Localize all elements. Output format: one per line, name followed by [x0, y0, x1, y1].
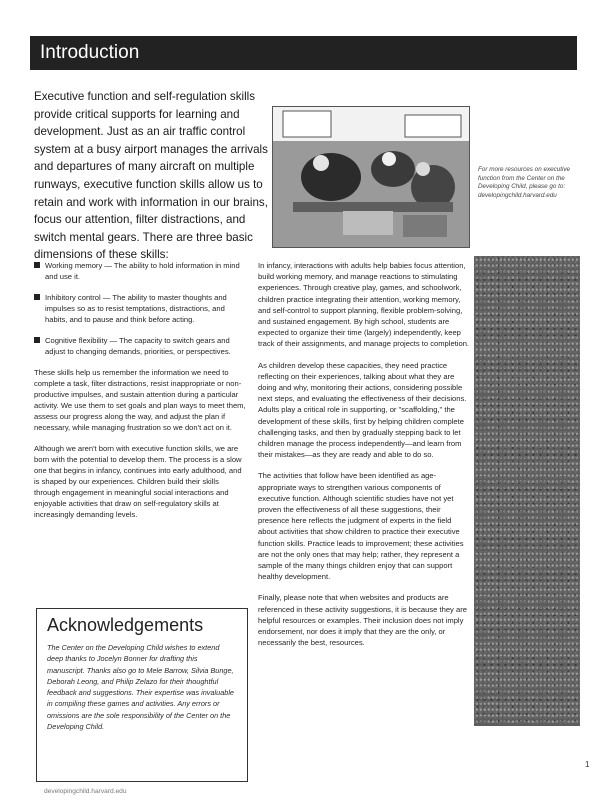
resources-note: For more resources on executive function from the Center on the Developing Child, please go to: developingchild.harvard.edu — [478, 166, 571, 199]
footer-url: developingchild.harvard.edu — [44, 788, 127, 795]
acknowledgements-body: The Center on the Developing Child wishes to extend deep thanks to Jocelyn Bonner for drafting this manuscript. Thanks also go to Mele Barrow, Silvia Bunge, Deborah Leong, and Philip Zelazo for their thoughtful feedback and suggestions. Their expertise was invaluable in compiling these games and activities. Any errors or omissions are the sole responsibility of the Center on the Developing Child. — [47, 643, 234, 732]
body-paragraph: These skills help us remember the information we need to complete a task, filter distractions, resist inappropriate or non-productive impulses, and sustain attention during a particular activity. We use them to set goals and plan ways to meet them, assess our progress along the way, and adjust the plan if necessary, while managing frustration so we don't act on it. — [34, 368, 246, 432]
bullet-square-icon — [34, 294, 40, 300]
bullet-item — [34, 292, 246, 325]
bullet-square-icon — [34, 262, 40, 268]
right-column — [258, 260, 470, 659]
body-paragraph: The activities that follow have been identified as age-appropriate ways to strengthen various components of executive function. Although scientific studies have not yet proven the effectiveness of all these suggestions, their presence here reflects the judgment of experts in the field about activities that show children to practice their executive function skills. Practice leads to improvement; these activities are not the only ones that may help; rather, they represent a sample of the many things children enjoy that can support healthy development. — [258, 471, 464, 582]
body-paragraph: In infancy, interactions with adults help babies focus attention, build working memory, and manage reactions to stimulating experiences. Through creative play, games, and schoolwork, children practice integrating their attention, working memory, and self-control to support planning, flexible problem-solving, and sustained engagement. By high school, students are expected to organize their time (largely) independently, keep track of their assignments, and manage projects to completion. — [258, 261, 470, 349]
bullet-text: Inhibitory control — The ability to master thoughts and impulses so as to resist temptations, distractions, and habits, and to pause and think before acting. — [45, 293, 227, 324]
bullet-text: Working memory — The ability to hold information in mind and use it. — [45, 261, 240, 281]
acknowledgements-title: Acknowledgements — [47, 615, 204, 635]
intro-paragraph: Executive function and self-regulation skills provide critical supports for learning and development. Just as an air traffic control system at a busy airport manages the arrivals and departures of many aircraft on multiple runways, executive function skills allow us to retain and work with information in our brains, focus our attention, filter distractions, and switch mental gears. There are three basic dimensions of these skills: — [34, 90, 268, 262]
bullet-square-icon — [34, 337, 40, 343]
body-paragraph: Although we aren't born with executive function skills, we are born with the potential to develop them. The process is a slow one that begins in infancy, continues into early adulthood, and is shaped by our experiences. Children build their skills through engagement in meaningful social interactions and enjoyable activities that draw on self-regulatory skills at increasingly demanding levels. — [34, 444, 242, 519]
bullet-item — [34, 260, 246, 282]
section-banner — [30, 36, 577, 70]
page-number: 1 — [585, 760, 590, 769]
classroom-photo — [272, 106, 470, 248]
acknowledgements-box — [36, 608, 248, 782]
body-paragraph: As children develop these capacities, they need practice reflecting on their experiences, talking about what they are doing and why, monitoring their actions, considering possible next steps, and evaluating the effectiveness of their decisions. Adults play a critical role in supporting, or "scaffolding," the development of these skills, first by helping children complete challenging tasks, and then by gradually stepping back to let children manage the process independently—and learn from their mistakes—as they are ready and able to do so. — [258, 360, 467, 460]
decorative-texture-panel — [474, 256, 580, 726]
page-title: Introduction — [40, 42, 140, 63]
bullet-text: Cognitive flexibility — The capacity to switch gears and adjust to changing demands, priorities, or perspectives. — [45, 336, 231, 356]
classroom-photo-graphic — [273, 107, 469, 247]
body-paragraph: Finally, please note that when websites and products are referenced in these activity suggestions, it is because they are helpful resources or examples. Their inclusion does not imply endorsement, nor does it imply that they are the only, or necessarily the best, resources. — [258, 593, 467, 648]
bullet-item — [34, 335, 246, 357]
left-column — [34, 260, 246, 530]
